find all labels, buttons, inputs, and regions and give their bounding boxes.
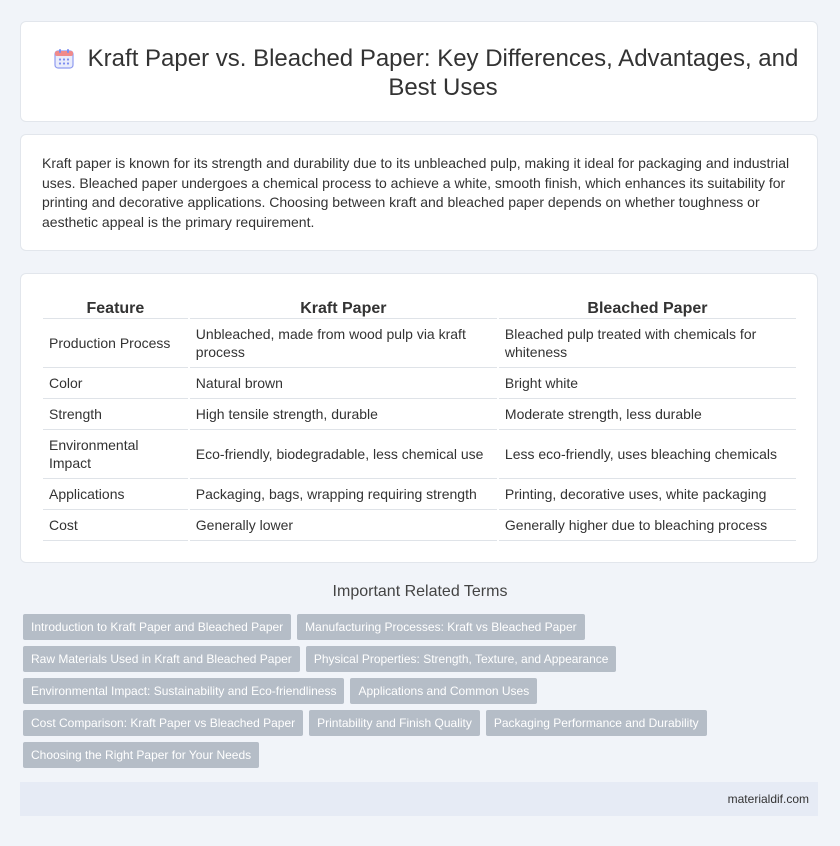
table-row — [43, 479, 796, 510]
row-kraft: Eco-friendly, biodegradable, less chemical use — [190, 430, 497, 479]
related-terms-list — [23, 614, 783, 768]
table-row — [43, 319, 796, 368]
related-term-tag[interactable]: Packaging Performance and Durability — [486, 710, 707, 736]
row-feature: Environmental Impact — [43, 430, 188, 479]
header-kraft-paper: Kraft Paper — [190, 296, 497, 319]
related-term-tag[interactable]: Raw Materials Used in Kraft and Bleached Paper — [23, 646, 300, 672]
row-kraft: Packaging, bags, wrapping requiring strength — [190, 479, 497, 510]
header-bleached-paper: Bleached Paper — [499, 296, 796, 319]
related-term-tag[interactable]: Physical Properties: Strength, Texture, and Appearance — [306, 646, 617, 672]
row-feature: Cost — [43, 510, 188, 541]
footer — [20, 782, 818, 816]
table-row — [43, 430, 796, 479]
related-term-tag[interactable]: Cost Comparison: Kraft Paper vs Bleached Paper — [23, 710, 303, 736]
row-bleached: Bright white — [499, 368, 796, 399]
footer-site-link[interactable]: materialdif.com — [727, 792, 809, 806]
row-feature: Applications — [43, 479, 188, 510]
row-kraft: Generally lower — [190, 510, 497, 541]
table-row — [43, 399, 796, 430]
related-terms-title: Important Related Terms — [332, 583, 508, 600]
row-kraft: High tensile strength, durable — [190, 399, 497, 430]
related-term-tag[interactable]: Choosing the Right Paper for Your Needs — [23, 742, 259, 768]
row-feature: Strength — [43, 399, 188, 430]
header-feature: Feature — [43, 296, 188, 319]
related-term-tag[interactable]: Manufacturing Processes: Kraft vs Bleached Paper — [297, 614, 584, 640]
intro-card — [20, 134, 818, 251]
row-bleached: Less eco-friendly, uses bleaching chemicals — [499, 430, 796, 479]
related-term-tag[interactable]: Printability and Finish Quality — [309, 710, 480, 736]
comparison-table-card — [20, 273, 818, 563]
calendar-icon — [53, 48, 75, 70]
comparison-table — [41, 296, 798, 541]
related-term-tag[interactable]: Environmental Impact: Sustainability and Eco-friendliness — [23, 678, 344, 704]
table-row — [43, 510, 796, 541]
page-title: Kraft Paper vs. Bleached Paper: Key Differences, Advantages, and Best Uses — [87, 45, 799, 101]
header-card — [20, 21, 818, 122]
row-kraft: Natural brown — [190, 368, 497, 399]
table-row — [43, 368, 796, 399]
row-bleached: Generally higher due to bleaching process — [499, 510, 796, 541]
row-feature: Production Process — [43, 319, 188, 368]
row-kraft: Unbleached, made from wood pulp via kraft process — [190, 319, 497, 368]
related-term-tag[interactable]: Introduction to Kraft Paper and Bleached Paper — [23, 614, 291, 640]
row-bleached: Printing, decorative uses, white packaging — [499, 479, 796, 510]
row-bleached: Bleached pulp treated with chemicals for whiteness — [499, 319, 796, 368]
related-term-tag[interactable]: Applications and Common Uses — [350, 678, 537, 704]
row-bleached: Moderate strength, less durable — [499, 399, 796, 430]
row-feature: Color — [43, 368, 188, 399]
intro-paragraph: Kraft paper is known for its strength and durability due to its unbleached pulp, making it ideal for packaging and industrial uses. Bleached paper undergoes a chemical process to achieve a white, smooth finish, which enhances its suitability for printing and decorative applications. Choosing between kraft and bleached paper depends on whether toughness or aesthetic appeal is the primary requirement. — [42, 155, 790, 230]
table-header-row — [43, 296, 796, 319]
